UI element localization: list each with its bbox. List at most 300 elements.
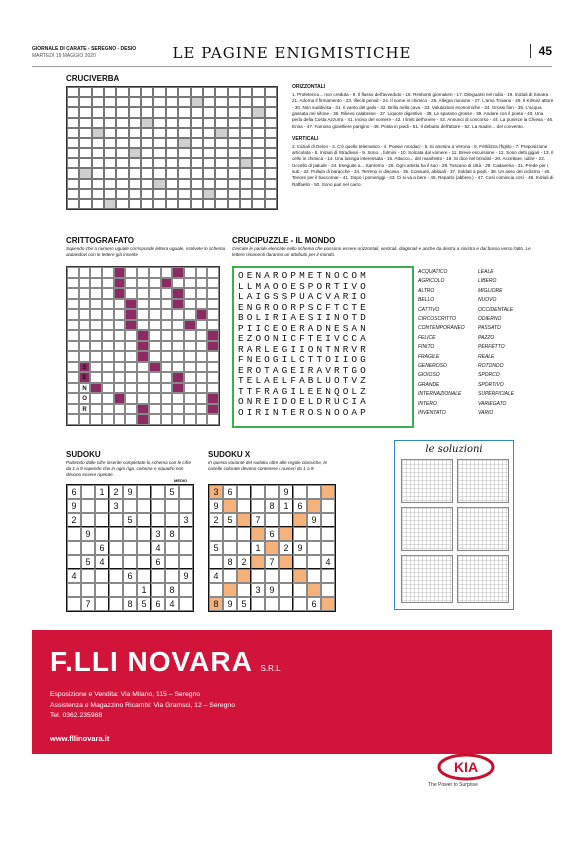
crossword-cell[interactable] (252, 87, 264, 97)
crittografato-cell[interactable] (161, 383, 173, 394)
sudoku-cell[interactable] (123, 499, 137, 513)
crossword-cell[interactable] (228, 179, 240, 189)
sudoku-cell[interactable]: 6 (151, 555, 165, 569)
crossword-cell[interactable] (92, 138, 104, 148)
sudoku-cell[interactable] (81, 513, 95, 527)
crossword-cell[interactable] (116, 138, 128, 148)
sudoku-cell[interactable]: 4 (151, 541, 165, 555)
sudoku-cell[interactable]: 6 (123, 569, 137, 583)
sudoku-cell[interactable] (307, 569, 321, 583)
crossword-cell[interactable] (79, 118, 91, 128)
crossword-cell[interactable] (228, 148, 240, 158)
sudoku-cell[interactable] (109, 569, 123, 583)
crittografato-cell[interactable] (125, 414, 137, 425)
crittografato-cell[interactable] (114, 351, 126, 362)
sudoku-cell[interactable] (293, 485, 307, 499)
sudoku-cell[interactable]: 6 (307, 597, 321, 611)
sudoku-cell[interactable]: 9 (279, 485, 293, 499)
sudoku-cell[interactable]: 9 (67, 499, 81, 513)
sudoku-cell[interactable] (165, 499, 179, 513)
crossword-cell[interactable] (178, 97, 190, 107)
crittografato-cell[interactable] (184, 299, 196, 310)
crittografato-cell[interactable] (196, 320, 208, 331)
sudoku-cell[interactable] (293, 527, 307, 541)
crossword-cell[interactable] (92, 189, 104, 199)
crittografato-cell[interactable] (172, 404, 184, 415)
crittografato-cell[interactable] (149, 309, 161, 320)
crittografato-cell[interactable] (184, 309, 196, 320)
crossword-cell[interactable] (67, 118, 79, 128)
crittografato-cell[interactable] (207, 393, 219, 404)
crossword-cell[interactable] (265, 118, 277, 128)
crittografato-cell[interactable] (125, 393, 137, 404)
crossword-cell[interactable] (129, 179, 141, 189)
crossword-cell[interactable] (141, 179, 153, 189)
crossword-cell[interactable] (116, 199, 128, 209)
sudoku-cell[interactable]: 5 (81, 555, 95, 569)
sudoku-cell[interactable]: 4 (67, 569, 81, 583)
crossword-cell[interactable] (129, 189, 141, 199)
crossword-cell[interactable] (92, 179, 104, 189)
sudoku-x-grid[interactable] (208, 484, 336, 612)
crittografato-cell[interactable] (102, 383, 114, 394)
crossword-cell[interactable] (116, 107, 128, 117)
sudoku-cell[interactable]: 2 (209, 513, 223, 527)
crossword-cell[interactable] (129, 158, 141, 168)
crittografato-cell[interactable] (137, 393, 149, 404)
crossword-cell[interactable] (252, 199, 264, 209)
crittografato-cell[interactable] (90, 362, 102, 373)
crossword-cell[interactable] (240, 168, 252, 178)
crittografato-cell[interactable] (149, 383, 161, 394)
crossword-cell[interactable] (116, 189, 128, 199)
sudoku-cell[interactable] (179, 597, 193, 611)
crossword-grid[interactable] (66, 86, 278, 210)
crittografato-cell[interactable] (149, 288, 161, 299)
sudoku-cell[interactable] (109, 527, 123, 541)
crittografato-cell[interactable] (125, 330, 137, 341)
crittografato-cell[interactable] (102, 414, 114, 425)
crittografato-cell[interactable] (90, 351, 102, 362)
crittografato-cell[interactable] (172, 278, 184, 289)
crittografato-cell[interactable] (137, 414, 149, 425)
crittografato-cell[interactable] (125, 372, 137, 383)
crittografato-cell[interactable] (79, 299, 91, 310)
crossword-cell[interactable] (240, 97, 252, 107)
crossword-cell[interactable] (104, 138, 116, 148)
crittografato-cell[interactable] (184, 267, 196, 278)
crittografato-cell[interactable] (90, 393, 102, 404)
sudoku-cell[interactable] (109, 541, 123, 555)
crittografato-cell[interactable] (161, 393, 173, 404)
crittografato-cell[interactable] (67, 414, 79, 425)
crossword-cell[interactable] (104, 179, 116, 189)
crossword-cell[interactable] (191, 97, 203, 107)
crossword-cell[interactable] (79, 148, 91, 158)
crossword-cell[interactable] (104, 107, 116, 117)
crossword-cell[interactable] (92, 107, 104, 117)
crossword-cell[interactable] (228, 138, 240, 148)
crittografato-cell[interactable] (137, 320, 149, 331)
crossword-cell[interactable] (92, 128, 104, 138)
crossword-cell[interactable] (92, 168, 104, 178)
crossword-cell[interactable] (153, 189, 165, 199)
crossword-cell[interactable] (79, 107, 91, 117)
crittografato-cell[interactable] (172, 414, 184, 425)
sudoku-cell[interactable] (265, 485, 279, 499)
sudoku-cell[interactable] (179, 485, 193, 499)
crittografato-cell[interactable] (79, 278, 91, 289)
crittografato-cell[interactable] (102, 372, 114, 383)
crossword-cell[interactable] (166, 97, 178, 107)
crittografato-cell[interactable] (161, 414, 173, 425)
sudoku-cell[interactable] (237, 527, 251, 541)
crittografato-cell[interactable] (196, 288, 208, 299)
crossword-cell[interactable] (104, 128, 116, 138)
sudoku-cell[interactable] (237, 583, 251, 597)
sudoku-cell[interactable] (321, 541, 335, 555)
crittografato-cell[interactable] (114, 383, 126, 394)
crittografato-cell[interactable] (67, 351, 79, 362)
sudoku-cell[interactable]: 2 (109, 485, 123, 499)
sudoku-cell[interactable] (223, 583, 237, 597)
crossword-cell[interactable] (240, 148, 252, 158)
crittografato-cell[interactable] (161, 330, 173, 341)
crittografato-cell[interactable] (90, 309, 102, 320)
crossword-cell[interactable] (240, 199, 252, 209)
crittografato-cell[interactable] (79, 351, 91, 362)
crossword-cell[interactable] (191, 199, 203, 209)
crossword-cell[interactable] (228, 199, 240, 209)
sudoku-cell[interactable]: 7 (81, 597, 95, 611)
crossword-cell[interactable] (203, 118, 215, 128)
crossword-cell[interactable] (153, 128, 165, 138)
sudoku-cell[interactable] (237, 569, 251, 583)
crossword-cell[interactable] (178, 87, 190, 97)
crittografato-cell[interactable] (149, 299, 161, 310)
crossword-cell[interactable] (215, 107, 227, 117)
crittografato-cell[interactable] (207, 404, 219, 415)
crittografato-cell[interactable] (161, 288, 173, 299)
crittografato-cell[interactable] (172, 267, 184, 278)
crittografato-cell[interactable] (149, 267, 161, 278)
sudoku-cell[interactable] (151, 513, 165, 527)
crittografato-cell[interactable] (125, 320, 137, 331)
crittografato-cell[interactable] (161, 267, 173, 278)
crittografato-cell[interactable] (102, 278, 114, 289)
crossword-cell[interactable] (67, 87, 79, 97)
crittografato-cell[interactable] (184, 320, 196, 331)
crittografato-cell[interactable] (196, 341, 208, 352)
sudoku-cell[interactable]: 7 (251, 513, 265, 527)
crittografato-cell[interactable] (184, 278, 196, 289)
crossword-cell[interactable] (178, 168, 190, 178)
sudoku-cell[interactable] (109, 583, 123, 597)
crittografato-cell[interactable] (196, 372, 208, 383)
sudoku-cell[interactable]: 4 (209, 569, 223, 583)
crittografato-cell[interactable] (114, 372, 126, 383)
sudoku-cell[interactable]: 1 (137, 583, 151, 597)
crittografato-cell[interactable] (207, 299, 219, 310)
crittografato-cell[interactable] (90, 278, 102, 289)
crossword-cell[interactable] (141, 158, 153, 168)
sudoku-cell[interactable] (223, 527, 237, 541)
sudoku-cell[interactable] (81, 569, 95, 583)
crossword-cell[interactable] (67, 199, 79, 209)
sudoku-cell[interactable]: 5 (223, 513, 237, 527)
sudoku-cell[interactable] (321, 499, 335, 513)
crittografato-cell[interactable] (125, 351, 137, 362)
crossword-cell[interactable] (92, 97, 104, 107)
sudoku-cell[interactable]: 5 (237, 597, 251, 611)
crittografato-cell[interactable] (125, 288, 137, 299)
crittografato-cell[interactable] (137, 362, 149, 373)
crittografato-cell[interactable] (184, 414, 196, 425)
crittografato-cell[interactable] (172, 288, 184, 299)
crittografato-cell[interactable] (90, 404, 102, 415)
crossword-cell[interactable] (252, 118, 264, 128)
crittografato-cell[interactable] (137, 404, 149, 415)
crossword-cell[interactable] (215, 118, 227, 128)
crittografato-cell[interactable] (79, 404, 91, 415)
sudoku-cell[interactable]: 6 (293, 499, 307, 513)
crittografato-cell[interactable] (67, 372, 79, 383)
sudoku-cell[interactable] (209, 527, 223, 541)
crossword-cell[interactable] (166, 158, 178, 168)
crittografato-cell[interactable] (149, 404, 161, 415)
sudoku-cell[interactable]: 6 (223, 485, 237, 499)
crittografato-cell[interactable] (161, 309, 173, 320)
crittografato-cell[interactable] (172, 383, 184, 394)
crossword-cell[interactable] (191, 118, 203, 128)
sudoku-cell[interactable]: 7 (265, 555, 279, 569)
sudoku-cell[interactable] (293, 513, 307, 527)
sudoku-cell[interactable] (81, 583, 95, 597)
sudoku-cell[interactable]: 9 (265, 583, 279, 597)
crossword-cell[interactable] (265, 128, 277, 138)
advertisement-banner[interactable] (32, 630, 552, 754)
sudoku-cell[interactable] (307, 527, 321, 541)
crossword-cell[interactable] (215, 189, 227, 199)
crossword-cell[interactable] (215, 97, 227, 107)
sudoku-cell[interactable] (137, 527, 151, 541)
sudoku-cell[interactable]: 1 (95, 485, 109, 499)
crossword-cell[interactable] (265, 168, 277, 178)
crossword-cell[interactable] (203, 87, 215, 97)
crittografato-cell[interactable] (196, 330, 208, 341)
sudoku-cell[interactable]: 4 (165, 597, 179, 611)
crittografato-cell[interactable] (125, 278, 137, 289)
sudoku-cell[interactable] (165, 541, 179, 555)
crossword-cell[interactable] (129, 199, 141, 209)
crittografato-cell[interactable] (90, 341, 102, 352)
sudoku-cell[interactable] (251, 569, 265, 583)
crittografato-cell[interactable] (172, 309, 184, 320)
crossword-cell[interactable] (116, 87, 128, 97)
sudoku-cell[interactable] (123, 541, 137, 555)
crittografato-cell[interactable] (125, 383, 137, 394)
crossword-cell[interactable] (116, 179, 128, 189)
crittografato-cell[interactable] (67, 362, 79, 373)
sudoku-cell[interactable] (307, 485, 321, 499)
crossword-cell[interactable] (228, 87, 240, 97)
crossword-cell[interactable] (240, 179, 252, 189)
sudoku-cell[interactable] (265, 569, 279, 583)
crossword-cell[interactable] (129, 128, 141, 138)
sudoku-cell[interactable] (237, 513, 251, 527)
crittografato-cell[interactable] (137, 351, 149, 362)
crittografato-cell[interactable] (114, 362, 126, 373)
crittografato-cell[interactable] (196, 309, 208, 320)
sudoku-cell[interactable] (137, 513, 151, 527)
crittografato-cell[interactable] (102, 362, 114, 373)
crossword-cell[interactable] (141, 189, 153, 199)
crittografato-cell[interactable] (172, 362, 184, 373)
crittografato-cell[interactable] (90, 320, 102, 331)
crossword-cell[interactable] (252, 97, 264, 107)
crittografato-cell[interactable] (67, 393, 79, 404)
crittografato-cell[interactable] (102, 393, 114, 404)
crittografato-cell[interactable] (196, 267, 208, 278)
sudoku-cell[interactable] (179, 555, 193, 569)
crossword-cell[interactable] (153, 97, 165, 107)
crittografato-cell[interactable] (114, 404, 126, 415)
sudoku-cell[interactable] (321, 569, 335, 583)
sudoku-cell[interactable]: 9 (307, 513, 321, 527)
crittografato-cell[interactable] (207, 341, 219, 352)
sudoku-cell[interactable] (307, 583, 321, 597)
sudoku-cell[interactable] (321, 513, 335, 527)
crossword-cell[interactable] (240, 138, 252, 148)
crossword-cell[interactable] (252, 179, 264, 189)
sudoku-cell[interactable] (67, 583, 81, 597)
sudoku-cell[interactable]: 9 (223, 597, 237, 611)
crittografato-cell[interactable] (125, 362, 137, 373)
crossword-cell[interactable] (67, 158, 79, 168)
sudoku-cell[interactable]: 8 (165, 583, 179, 597)
crossword-cell[interactable] (215, 148, 227, 158)
crossword-cell[interactable] (265, 107, 277, 117)
crittografato-cell[interactable] (172, 351, 184, 362)
crittografato-cell[interactable] (114, 278, 126, 289)
crossword-cell[interactable] (92, 148, 104, 158)
crittografato-cell[interactable] (184, 288, 196, 299)
crossword-cell[interactable] (215, 179, 227, 189)
crossword-cell[interactable] (104, 199, 116, 209)
crossword-cell[interactable] (191, 168, 203, 178)
crossword-cell[interactable] (104, 158, 116, 168)
crossword-cell[interactable] (153, 158, 165, 168)
crittografato-cell[interactable] (125, 299, 137, 310)
sudoku-cell[interactable] (209, 555, 223, 569)
sudoku-cell[interactable] (109, 597, 123, 611)
sudoku-cell[interactable] (265, 513, 279, 527)
crossword-cell[interactable] (141, 128, 153, 138)
crossword-cell[interactable] (240, 128, 252, 138)
crittografato-cell[interactable] (149, 320, 161, 331)
crittografato-cell[interactable] (67, 299, 79, 310)
crossword-cell[interactable] (228, 128, 240, 138)
crossword-cell[interactable] (191, 148, 203, 158)
sudoku-cell[interactable]: 6 (67, 485, 81, 499)
sudoku-cell[interactable] (81, 541, 95, 555)
crossword-cell[interactable] (265, 138, 277, 148)
sudoku-cell[interactable] (179, 527, 193, 541)
crittografato-cell[interactable] (137, 341, 149, 352)
crossword-cell[interactable] (129, 97, 141, 107)
crossword-cell[interactable] (153, 138, 165, 148)
crittografato-cell[interactable] (79, 414, 91, 425)
crossword-cell[interactable] (178, 179, 190, 189)
sudoku-cell[interactable]: 3 (251, 583, 265, 597)
crittografato-cell[interactable] (196, 404, 208, 415)
sudoku-cell[interactable]: 3 (209, 485, 223, 499)
crossword-cell[interactable] (215, 168, 227, 178)
sudoku-cell[interactable] (151, 583, 165, 597)
sudoku-cell[interactable] (67, 555, 81, 569)
crittografato-cell[interactable] (196, 299, 208, 310)
sudoku-cell[interactable] (251, 485, 265, 499)
crossword-cell[interactable] (92, 158, 104, 168)
sudoku-cell[interactable] (137, 499, 151, 513)
crossword-cell[interactable] (228, 97, 240, 107)
crossword-cell[interactable] (141, 138, 153, 148)
sudoku-cell[interactable] (279, 583, 293, 597)
sudoku-cell[interactable]: 4 (321, 555, 335, 569)
crittografato-cell[interactable] (114, 288, 126, 299)
crittografato-cell[interactable] (114, 320, 126, 331)
crossword-cell[interactable] (79, 189, 91, 199)
sudoku-cell[interactable]: 6 (265, 527, 279, 541)
sudoku-cell[interactable]: 5 (123, 513, 137, 527)
crittografato-cell[interactable] (184, 341, 196, 352)
crossword-cell[interactable] (191, 138, 203, 148)
crossword-cell[interactable] (104, 97, 116, 107)
crossword-cell[interactable] (153, 148, 165, 158)
sudoku-cell[interactable] (123, 555, 137, 569)
crossword-cell[interactable] (153, 199, 165, 209)
crittografato-cell[interactable] (161, 362, 173, 373)
sudoku-cell[interactable] (95, 597, 109, 611)
crossword-cell[interactable] (116, 97, 128, 107)
crossword-cell[interactable] (67, 148, 79, 158)
sudoku-cell[interactable] (237, 499, 251, 513)
crossword-cell[interactable] (252, 189, 264, 199)
crossword-cell[interactable] (178, 158, 190, 168)
crittografato-cell[interactable] (207, 267, 219, 278)
crittografato-cell[interactable] (149, 414, 161, 425)
crossword-cell[interactable] (166, 179, 178, 189)
crittografato-cell[interactable] (90, 414, 102, 425)
crittografato-cell[interactable] (161, 299, 173, 310)
crittografato-cell[interactable] (172, 320, 184, 331)
crittografato-cell[interactable] (114, 330, 126, 341)
crossword-cell[interactable] (141, 118, 153, 128)
sudoku-cell[interactable]: 3 (109, 499, 123, 513)
sudoku-cell[interactable] (321, 485, 335, 499)
sudoku-cell[interactable] (81, 485, 95, 499)
crossword-cell[interactable] (79, 87, 91, 97)
crossword-cell[interactable] (215, 158, 227, 168)
crittografato-cell[interactable] (172, 372, 184, 383)
sudoku-cell[interactable]: 9 (81, 527, 95, 541)
sudoku-cell[interactable]: 9 (209, 499, 223, 513)
sudoku-cell[interactable] (137, 485, 151, 499)
crossword-cell[interactable] (203, 138, 215, 148)
crossword-cell[interactable] (166, 199, 178, 209)
crittografato-cell[interactable] (125, 404, 137, 415)
sudoku-cell[interactable]: 5 (209, 541, 223, 555)
